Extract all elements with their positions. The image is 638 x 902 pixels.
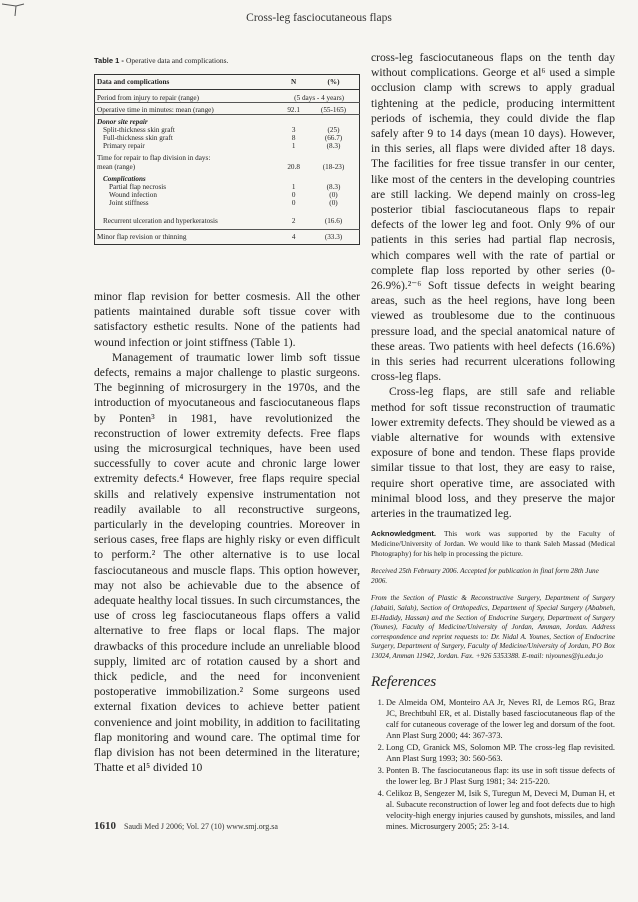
table-row: Period from injury to repair (range) (5 days - 4 years) xyxy=(97,94,345,103)
table-row: Operative time in minutes: mean (range) 92.1 (55-165) xyxy=(95,103,360,115)
reference-item: 2. Long CD, Granick MS, Solomon MP. The cross-leg flap revisited. Ann Plast Surg 1993; 30: 560-563. xyxy=(386,742,615,764)
table-row: Primary repair 1 (8.3) xyxy=(103,142,341,151)
reference-item: 4. Celikoz B, Sengezer M, Isik S, Turegun M, Deveci M, Duman H, et al. Subacute reconstruction of lower leg and foot defects due to high velocity-high energy injuries caused by gunshots, missiles, and land mines. Microsurgery 2005; 25: 3-14. xyxy=(386,788,615,832)
table-header-row xyxy=(95,75,360,90)
acknowledgment xyxy=(371,529,615,559)
col-header-pct: (%) xyxy=(308,75,360,90)
table-row: Time for repair to flap division in days: mean (range) 20.8 (18-23) xyxy=(97,154,345,171)
col-header-n: N xyxy=(279,75,308,90)
table-row: Joint stiffness 0 (0) xyxy=(109,198,338,207)
body-paragraph: Cross-leg flaps, are still safe and reliable method for soft tissue reconstruction of traumatic lower extremity defects. They should be viewed as a viable alternative for wounds with extensive exposure of bone and tendon. These flaps provide similar tissue to that lost, they are easy to raise, require short operative time, are associated with minimal blood loss, and they preserve the major arteries in the traumatized leg. xyxy=(371,385,615,521)
col-header-data: Data and complications xyxy=(95,75,280,90)
operative-data-table xyxy=(94,74,360,245)
table-caption-label: Table 1 - xyxy=(94,56,124,65)
table-caption xyxy=(94,56,360,65)
table-row: Minor flap revision or thinning 4 (33.3) xyxy=(95,229,360,244)
body-paragraph: Management of traumatic lower limb soft tissue defects, remains a major challenge to plastic surgeons. The beginning of microsurgery in the 1970s, and the introduction of myocutaneous and fasciocutaneous flaps by Ponten³ in 1981, have revolutionized the reconstruction of lower extremity defects. Free flaps using the microsurgical techniques, have been used successfully to cover acute and chronic large lower extremity defects.⁴ However, free flaps require special skills and relatively expensive instrumentation not readily available to all reconstructive surgeons, particularly in the developing countries. Moreover in serious cases, free flaps are highly risky or even difficult to perform.² The other alternative is to use local fasciocutaneous and muscle flaps. This option however, may not also be achievable due to the absence of adequate healthy local tissues. In such circumstances, the use of cross leg fasciocutaneous flaps offers a valid alternative to free flaps or local flaps. The major drawbacks of this procedure include an unreliable blood supply, limited arc of rotation caused by a short and thick pedicle, and the need for inconvenient postoperative immobilization.² Some surgeons used external fixation devices to achieve better patient convenience and joint mobility, in addition to facilitating flap monitoring and wound care. The optimal time for flap division has not been determined in the literature; Thatte et al⁵ divided 10 xyxy=(94,350,360,775)
table-row: Recurrent ulceration and hyperkeratosis 2 (16.6) xyxy=(103,216,343,225)
body-paragraph: minor flap revision for better cosmesis. All the other patients maintained durable soft tissue cover with satisfactory esthetic results. None of the patients had wound infection or joint stiffness (Table 1). xyxy=(94,289,360,349)
table-caption-text: Operative data and complications. xyxy=(125,56,229,65)
body-paragraph: cross-leg fasciocutaneous flaps on the tenth day without complications. George et al⁶ used a simple occlusion clamp with screws to apply gradual tightening at the pedicle, producing intermittent periods of ischemia, they could divide the flap safely after 9 to 14 days (mean 10 days). However, in this series, all flaps were divided after 18 days. The facilities for free tissue transfer in our center, like most of the centers in the developing countries are still lacking. We depend mainly on cross-leg posterior tibial fasciocutaneous flaps to repair defects of the lower leg and foot. Only 9% of our patients in this series had partial flap necrosis, which compares well with the rate of partial or complete flap loss reported by other series (0-26.9%).²⁻⁶ Soft tissue defects in weight bearing areas, such as the heel regions, have long been viewed as troublesome due to the continuous pressure load, and the special anatomical nature of these areas. Two patients with heel defects (16.6%) in this series had recurrent ulcerations following cross-leg flaps. xyxy=(371,51,615,384)
page-footer xyxy=(94,820,278,832)
page-number: 1610 xyxy=(94,820,116,832)
table-row: Full-thickness skin graft 8 (66.7) xyxy=(103,134,343,143)
table-section-heading: Complications xyxy=(103,174,146,183)
references-list xyxy=(371,697,615,832)
acknowledgment-label: Acknowledgment. xyxy=(371,529,436,539)
table-row: Split-thickness skin graft 3 (25) xyxy=(103,126,340,135)
reference-item: 1. De Almeida OM, Monteiro AA Jr, Neves RI, de Lemos RG, Braz JC, Brechtbuhl ER, et al. Distally based fasciocutaneous flap of the calf for cutaneous coverage of the lower leg and dorsum of the foot. Ann Plast Surg 2000; 44: 367-373. xyxy=(386,697,615,741)
table-row: Wound infection 0 (0) xyxy=(109,190,338,199)
table-row: Partial flap necrosis 1 (8.3) xyxy=(109,182,341,191)
received-dates: Received 25th February 2006. Accepted for publication in final form 28th June 2006. xyxy=(371,567,599,585)
references-heading: References xyxy=(371,673,437,690)
author-affiliation: From the Section of Plastic & Reconstructive Surgery, Department of Surgery (Jabaiti, Salah), Section of Orthopedics, Department of Special Surgery (Ababneh, El-Hadidy, Hassan) and the Section of Endocrine Surgery, Department of Surgery (Younes), Faculty of Medicine/University of Jordan, Amman, Jordan. Address correspondence and reprint requests to: Dr. Nidal A. Younes, Section of Endocrine Surgery, Department of Surgery, Faculty of Medicine/University of Jordan, PO Box 13024, Amman 11942, Jordan. Fax. +926 5353388. E-mail: niyounes@ju.edu.jo xyxy=(371,594,615,661)
left-column xyxy=(94,50,360,775)
table-section-heading: Donor site repair xyxy=(95,115,360,127)
running-title: Cross-leg fasciocutaneous flaps xyxy=(246,12,392,24)
reference-item: 3. Ponten B. The fasciocutaneous flap: its use in soft tissue defects of the lower leg. Br J Plast Surg 1981; 34: 215-220. xyxy=(386,765,615,787)
acknowledgment-text: This work was supported by the Faculty of Medicine/University of Jordan. We would like to thank Saleh Massad (Medical Photography) for his help in processing the picture. xyxy=(371,529,615,559)
right-column xyxy=(371,50,615,833)
journal-citation: Saudi Med J 2006; Vol. 27 (10) www.smj.org.sa xyxy=(124,822,278,831)
